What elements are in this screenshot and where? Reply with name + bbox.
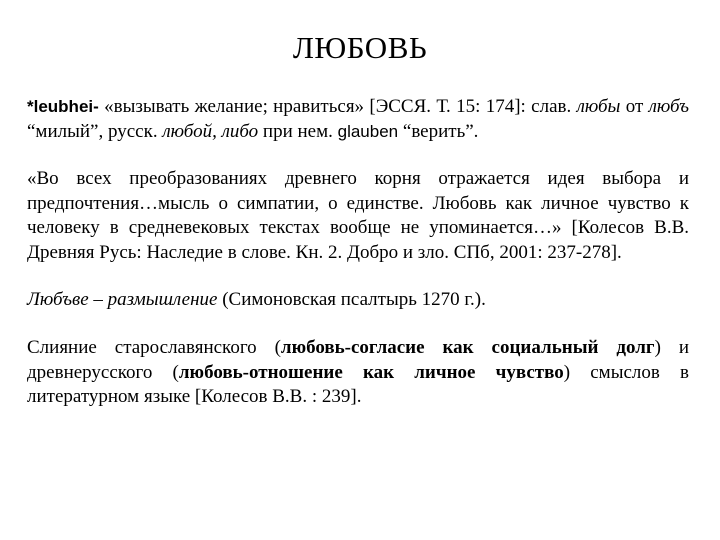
p1-text-5: “верить”. [398, 120, 479, 142]
p4-bold-1: любовь-согласие как социальный долг [280, 337, 655, 358]
p4-text-2: ) и древнерусского ( [27, 337, 689, 383]
etymology-paragraph [27, 95, 689, 144]
p4-text-1: Слияние старославянского ( [27, 337, 281, 358]
p1-text-3: “милый”, русск. [27, 120, 163, 142]
quote-paragraph: «Во всех преобразованиях древнего корня отражается идея выбора и предпочтения…мысль о симпатии, о единстве. Любовь как личное чувство к человеку в средневековых текстах вообще не упоминается…» [Колесов В.В. Древняя Русь: Наследие в слове. Кн. 2. Добро и зло. СПб, 2001: 237-278]. [27, 168, 689, 263]
psalter-paragraph [27, 288, 689, 313]
synthesis-paragraph [27, 336, 689, 410]
p1-text-4: при нем. [258, 120, 338, 142]
root-stem: *leubhei- [27, 97, 99, 116]
p3-italic: Любъве – размышление [27, 289, 218, 310]
p1-italic-2: любъ [648, 96, 689, 117]
p1-italic-1: любы [576, 96, 621, 117]
p1-text-2: от [620, 96, 649, 117]
german-word: glauben [337, 121, 399, 141]
slide-title: ЛЮБОВЬ [292, 30, 428, 65]
p4-text-3: ) смыслов в литературном языке [Колесов В.В. : 239]. [27, 361, 690, 407]
p3-text: (Симоновская псалтырь 1270 г.). [217, 289, 486, 310]
p1-text-1: «вызывать желание; нравиться» [ЭССЯ. Т. 15: 174]: слав. [98, 96, 577, 117]
p4-bold-2: любовь-отношение как личное чувство [178, 361, 564, 383]
p1-italic-3: любой, либо [162, 120, 259, 142]
